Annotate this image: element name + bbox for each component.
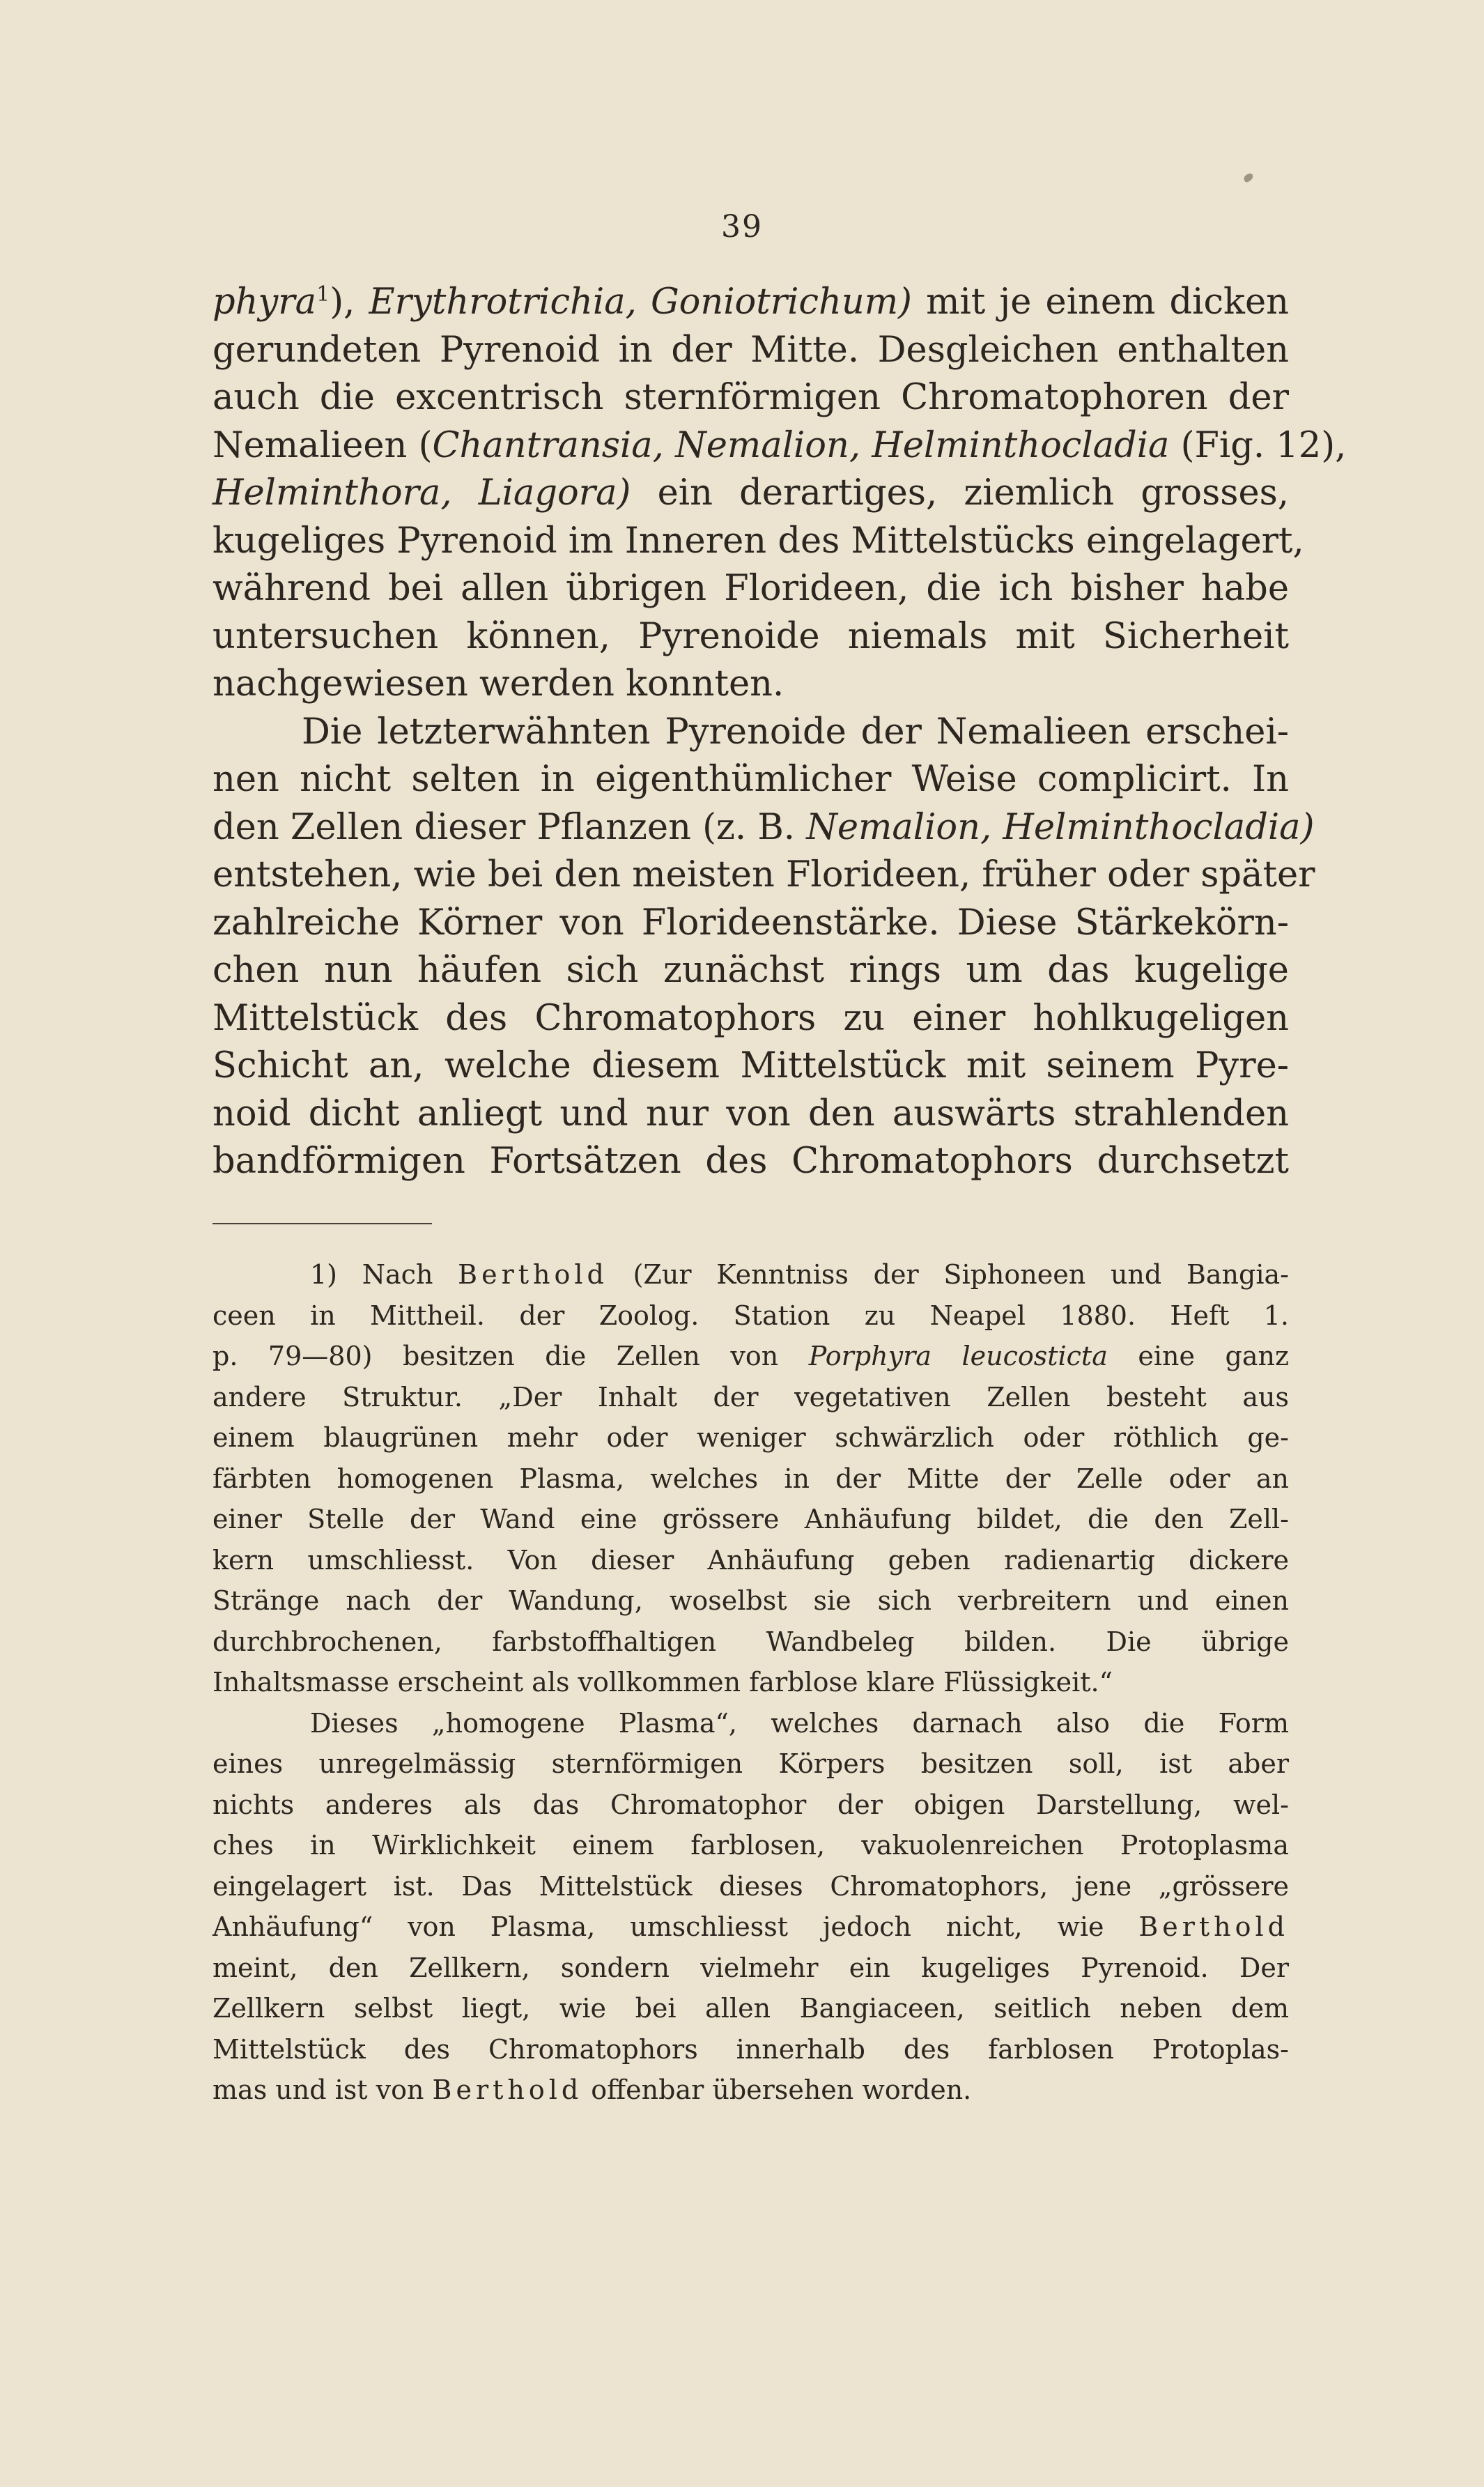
text-line [212,804,1315,852]
main-text [212,279,1347,1186]
footnote-line: einem blaugrünen mehr oder weniger schwärzlich oder röthlich ge- [212,1422,1289,1453]
footnote-line [212,2070,1289,2111]
text-line: zahlreiche Körner von Florideenstärke. Diese Stärkekörn- [212,902,1289,944]
footnote-line: Inhaltsmasse erscheint als vollkommen farblose klare Flüssigkeit.“ [212,1667,1113,1697]
italic-span: Erythrotrichia, Goniotrichum) [369,282,912,323]
italic-span: phyra [212,282,317,323]
footnote-line: ceen in Mittheil. der Zoolog. Station zu Neapel 1880. Heft 1. [212,1300,1289,1331]
spaced-name: Berthold [458,1259,608,1290]
page-number: 39 [721,209,763,245]
footnote-line: Mittelstück des Chromatophors innerhalb des farblosen Protoplas- [212,2033,1289,2065]
text-span: Nemalieen ( [212,424,433,466]
text-line: entstehen, wie bei den meisten Florideen, früher oder später [212,854,1315,895]
footnote-rule [212,1223,432,1224]
footnote-line [212,1907,1289,1948]
text-span: den Zellen dieser Pflanzen (z. B. [212,806,807,848]
text-line: nen nicht selten in eigenthümlicher Weise complicirt. In [212,759,1289,800]
footnote-line: meint, den Zellkern, sondern vielmehr ein kugeliges Pyrenoid. Der [212,1952,1289,1983]
footnote-line: eingelagert ist. Das Mittelstück dieses Chromatophors, jene „grössere [212,1870,1289,1902]
footnote-line: eines unregelmässig sternförmigen Körpers besitzen soll, ist aber [212,1748,1289,1779]
text-span: eine ganz [1107,1341,1289,1371]
text-span: mit je einem dicken [911,282,1289,323]
text-line [212,470,1289,518]
footnote [212,1254,1289,2111]
footnote-line: färbten homogenen Plasma, welches in der Mitte der Zelle oder an [212,1463,1289,1494]
footnote-line: Zellkern selbst liegt, wie bei allen Bangiaceen, seitlich neben dem [212,1993,1289,2024]
footnote-line: andere Struktur. „Der Inhalt der vegetativen Zellen besteht aus [212,1381,1289,1412]
text-span: (Zur Kenntniss der Siphoneen und Bangia- [608,1259,1289,1290]
footnote-line: Stränge nach der Wandung, woselbst sie sich verbreitern und einen [212,1585,1289,1616]
text-span: mas und ist von [212,2074,433,2105]
text-line [212,279,1289,327]
text-span: p. 79—80) besitzen die Zellen von [212,1341,809,1371]
footnote-line: kern umschliesst. Von dieser Anhäufung geben radienartig dickere [212,1544,1289,1576]
text-line: während bei allen übrigen Florideen, die ich bisher habe [212,568,1289,609]
text-line: Die letzterwähnten Pyrenoide der Nemalieen erschei- [302,711,1289,753]
text-line: gerundeten Pyrenoid in der Mitte. Desgleichen enthalten [212,329,1289,371]
text-span: Anhäufung“ von Plasma, umschliesst jedoch nicht, wie [212,1911,1139,1942]
italic-span: Porphyra leucosticta [808,1341,1108,1371]
footnote-line: einer Stelle der Wand eine grössere Anhäufung bildet, die den Zell- [212,1504,1289,1534]
footnote-line: Dieses „homogene Plasma“, welches darnach also die Form [310,1707,1289,1739]
spaced-name: Berthold [432,2074,583,2105]
text-line: auch die excentrisch sternförmigen Chromatophoren der [212,377,1289,418]
footnote-line: ches in Wirklichkeit einem farblosen, vakuolenreichen Protoplasma [212,1830,1289,1861]
spaced-name: Berthold [1138,1911,1289,1942]
text-span: offenbar übersehen worden. [582,2074,972,2105]
text-span: 1) Nach [310,1259,458,1290]
text-line: Schicht an, welche diesem Mittelstück mit seinem Pyre- [212,1045,1289,1086]
footnote-line: durchbrochenen, farbstoffhaltigen Wandbeleg bilden. Die übrige [212,1626,1289,1657]
italic-span: Helminthora, Liagora) [212,472,631,514]
text-line: chen nun häufen sich zunächst rings um das kugelige [212,950,1289,991]
text-line [212,422,1347,470]
ink-speck [1242,172,1254,183]
footnote-line [212,1336,1289,1377]
footnote-line [212,1254,1289,1295]
text-line: nachgewiesen werden konnten. [212,663,784,704]
text-span: (Fig. 12), [1169,424,1347,466]
italic-span: Chantransia, Nemalion, Helminthocladia [432,424,1170,466]
footnote-ref: 1 [316,282,330,307]
text-line: noid dicht anliegt und nur von den auswärts strahlenden [212,1093,1289,1134]
text-line: Mittelstück des Chromatophors zu einer hohlkugeligen [212,997,1289,1039]
text-span: ein derartiges, ziemlich grosses, [631,472,1290,514]
italic-span: Nemalion, Helminthocladia) [806,806,1315,848]
text-line: untersuchen können, Pyrenoide niemals mit Sicherheit [212,615,1289,657]
text-span: ), [330,282,355,323]
text-line: bandförmigen Fortsätzen des Chromatophors durchsetzt [212,1141,1289,1182]
text-line: kugeliges Pyrenoid im Inneren des Mittelstücks eingelagert, [212,520,1304,562]
footnote-line: nichts anderes als das Chromatophor der obigen Darstellung, wel- [212,1789,1289,1820]
